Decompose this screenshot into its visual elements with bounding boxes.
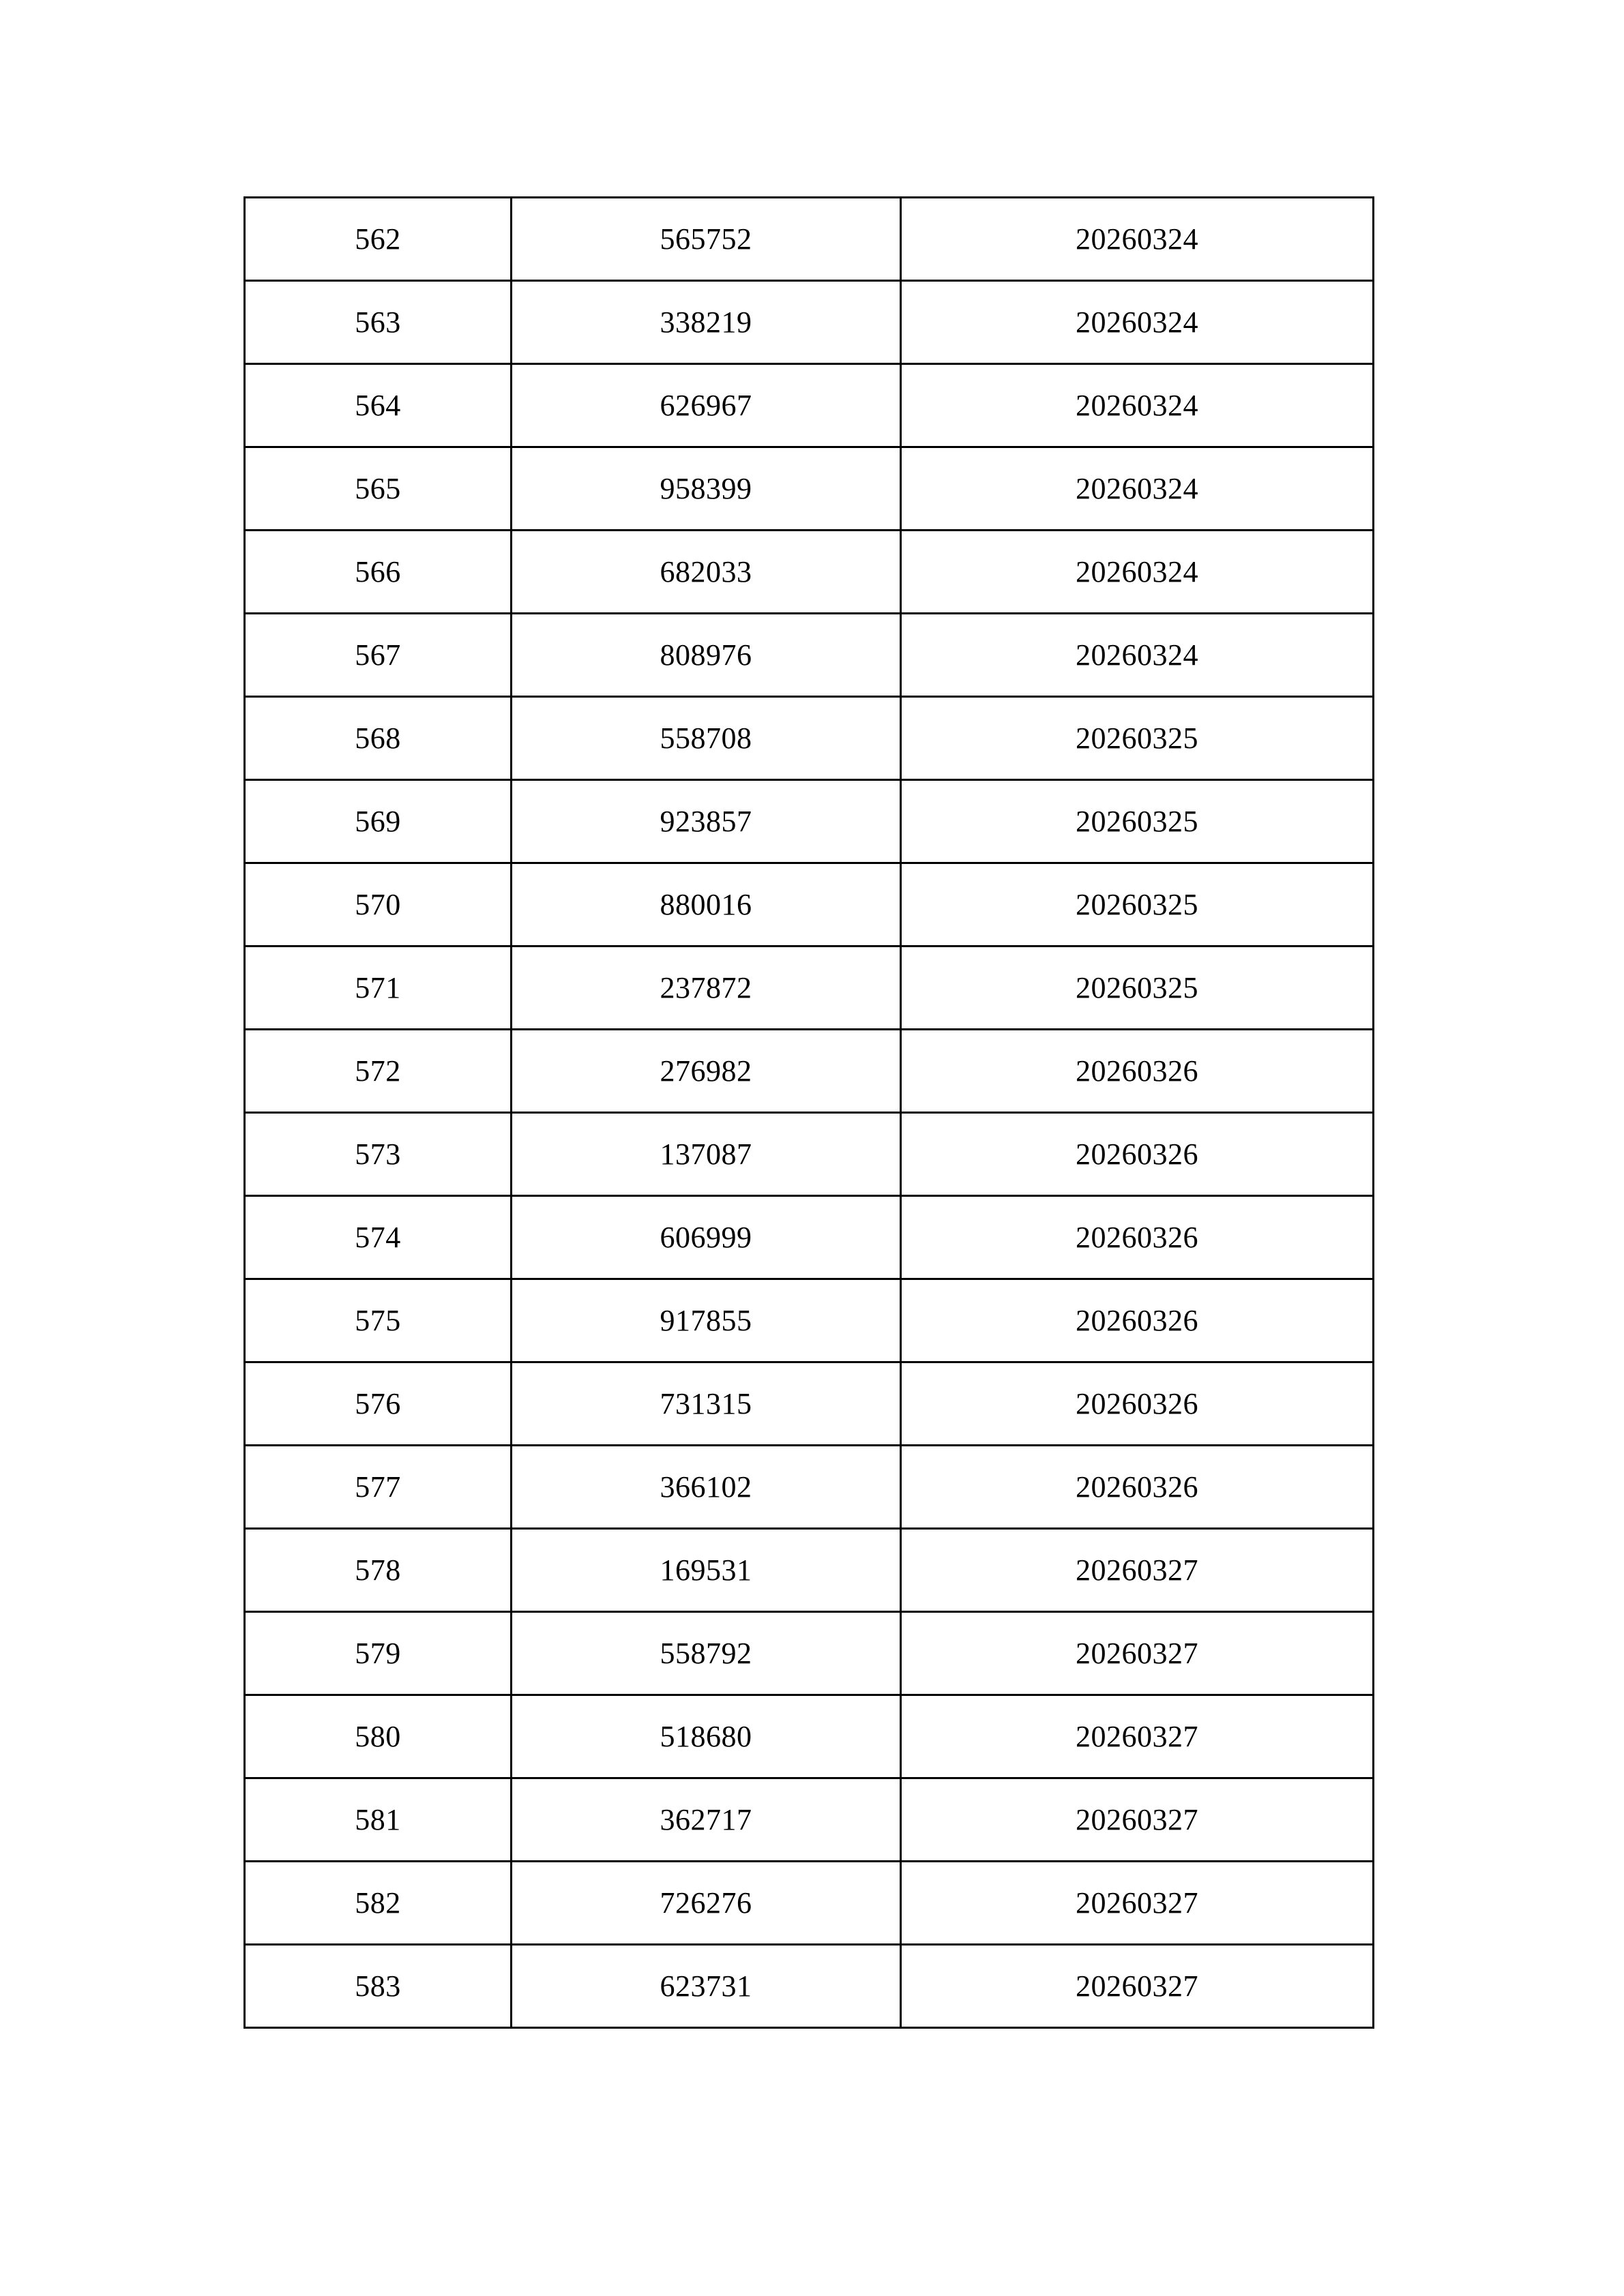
table-cell-sequence-number: 577 — [245, 1446, 512, 1529]
table-cell-sequence-number: 578 — [245, 1529, 512, 1612]
table-cell-value: 682033 — [512, 531, 901, 614]
table-cell-date-code: 20260326 — [901, 1113, 1374, 1196]
table-cell-value: 808976 — [512, 614, 901, 697]
table-cell-value: 726276 — [512, 1862, 901, 1945]
table-cell-value: 362717 — [512, 1778, 901, 1862]
table-row — [245, 1196, 1374, 1279]
table-cell-sequence-number: 567 — [245, 614, 512, 697]
table-cell-value: 623731 — [512, 1945, 901, 2028]
table-row — [245, 1113, 1374, 1196]
table-cell-sequence-number: 570 — [245, 863, 512, 946]
table-cell-date-code: 20260325 — [901, 780, 1374, 863]
table-row — [245, 281, 1374, 364]
table-cell-sequence-number: 583 — [245, 1945, 512, 2028]
table-row — [245, 1446, 1374, 1529]
table-cell-value: 169531 — [512, 1529, 901, 1612]
table-row — [245, 1612, 1374, 1695]
table-body — [245, 198, 1374, 2028]
table-cell-value: 917855 — [512, 1279, 901, 1362]
table-cell-sequence-number: 582 — [245, 1862, 512, 1945]
table-cell-date-code: 20260326 — [901, 1362, 1374, 1446]
table-cell-date-code: 20260327 — [901, 1862, 1374, 1945]
table-row — [245, 364, 1374, 447]
table-cell-sequence-number: 575 — [245, 1279, 512, 1362]
table-cell-sequence-number: 572 — [245, 1030, 512, 1113]
table-row — [245, 1945, 1374, 2028]
table-cell-sequence-number: 563 — [245, 281, 512, 364]
table-cell-date-code: 20260325 — [901, 946, 1374, 1030]
table-cell-date-code: 20260324 — [901, 364, 1374, 447]
table-cell-value: 276982 — [512, 1030, 901, 1113]
table-cell-value: 958399 — [512, 447, 901, 531]
table-row — [245, 697, 1374, 780]
table-cell-value: 923857 — [512, 780, 901, 863]
table-cell-sequence-number: 576 — [245, 1362, 512, 1446]
table-cell-value: 565752 — [512, 198, 901, 281]
table-row — [245, 447, 1374, 531]
table-row — [245, 1695, 1374, 1778]
table-row — [245, 531, 1374, 614]
table-row — [245, 1862, 1374, 1945]
table-cell-date-code: 20260327 — [901, 1945, 1374, 2028]
table-cell-sequence-number: 564 — [245, 364, 512, 447]
table-cell-date-code: 20260327 — [901, 1612, 1374, 1695]
table-cell-sequence-number: 581 — [245, 1778, 512, 1862]
table-row — [245, 198, 1374, 281]
table-cell-value: 366102 — [512, 1446, 901, 1529]
table-row — [245, 1529, 1374, 1612]
table-row — [245, 1030, 1374, 1113]
table-cell-date-code: 20260325 — [901, 697, 1374, 780]
table-cell-date-code: 20260324 — [901, 614, 1374, 697]
table-cell-date-code: 20260326 — [901, 1446, 1374, 1529]
table-cell-date-code: 20260326 — [901, 1196, 1374, 1279]
table-cell-value: 237872 — [512, 946, 901, 1030]
table-cell-date-code: 20260325 — [901, 863, 1374, 946]
table-cell-date-code: 20260326 — [901, 1279, 1374, 1362]
table-row — [245, 780, 1374, 863]
table-cell-date-code: 20260327 — [901, 1778, 1374, 1862]
table-cell-sequence-number: 573 — [245, 1113, 512, 1196]
table-cell-sequence-number: 580 — [245, 1695, 512, 1778]
table-cell-value: 558708 — [512, 697, 901, 780]
table-cell-value: 731315 — [512, 1362, 901, 1446]
table-cell-value: 137087 — [512, 1113, 901, 1196]
table-cell-value: 606999 — [512, 1196, 901, 1279]
table-row — [245, 1778, 1374, 1862]
table-cell-value: 558792 — [512, 1612, 901, 1695]
table-cell-value: 338219 — [512, 281, 901, 364]
table-cell-value: 518680 — [512, 1695, 901, 1778]
table-cell-date-code: 20260326 — [901, 1030, 1374, 1113]
table-row — [245, 1362, 1374, 1446]
table-row — [245, 946, 1374, 1030]
table-cell-sequence-number: 565 — [245, 447, 512, 531]
table-cell-sequence-number: 566 — [245, 531, 512, 614]
table-cell-date-code: 20260324 — [901, 531, 1374, 614]
table-cell-sequence-number: 574 — [245, 1196, 512, 1279]
table-cell-date-code: 20260324 — [901, 198, 1374, 281]
table-cell-date-code: 20260324 — [901, 447, 1374, 531]
table-row — [245, 614, 1374, 697]
table-cell-date-code: 20260324 — [901, 281, 1374, 364]
table-cell-sequence-number: 568 — [245, 697, 512, 780]
data-table — [243, 196, 1374, 2029]
table-cell-sequence-number: 579 — [245, 1612, 512, 1695]
table-cell-sequence-number: 569 — [245, 780, 512, 863]
table-cell-date-code: 20260327 — [901, 1529, 1374, 1612]
table-cell-date-code: 20260327 — [901, 1695, 1374, 1778]
table-row — [245, 863, 1374, 946]
table-row — [245, 1279, 1374, 1362]
table-cell-sequence-number: 562 — [245, 198, 512, 281]
table-cell-sequence-number: 571 — [245, 946, 512, 1030]
table-cell-value: 626967 — [512, 364, 901, 447]
table-cell-value: 880016 — [512, 863, 901, 946]
